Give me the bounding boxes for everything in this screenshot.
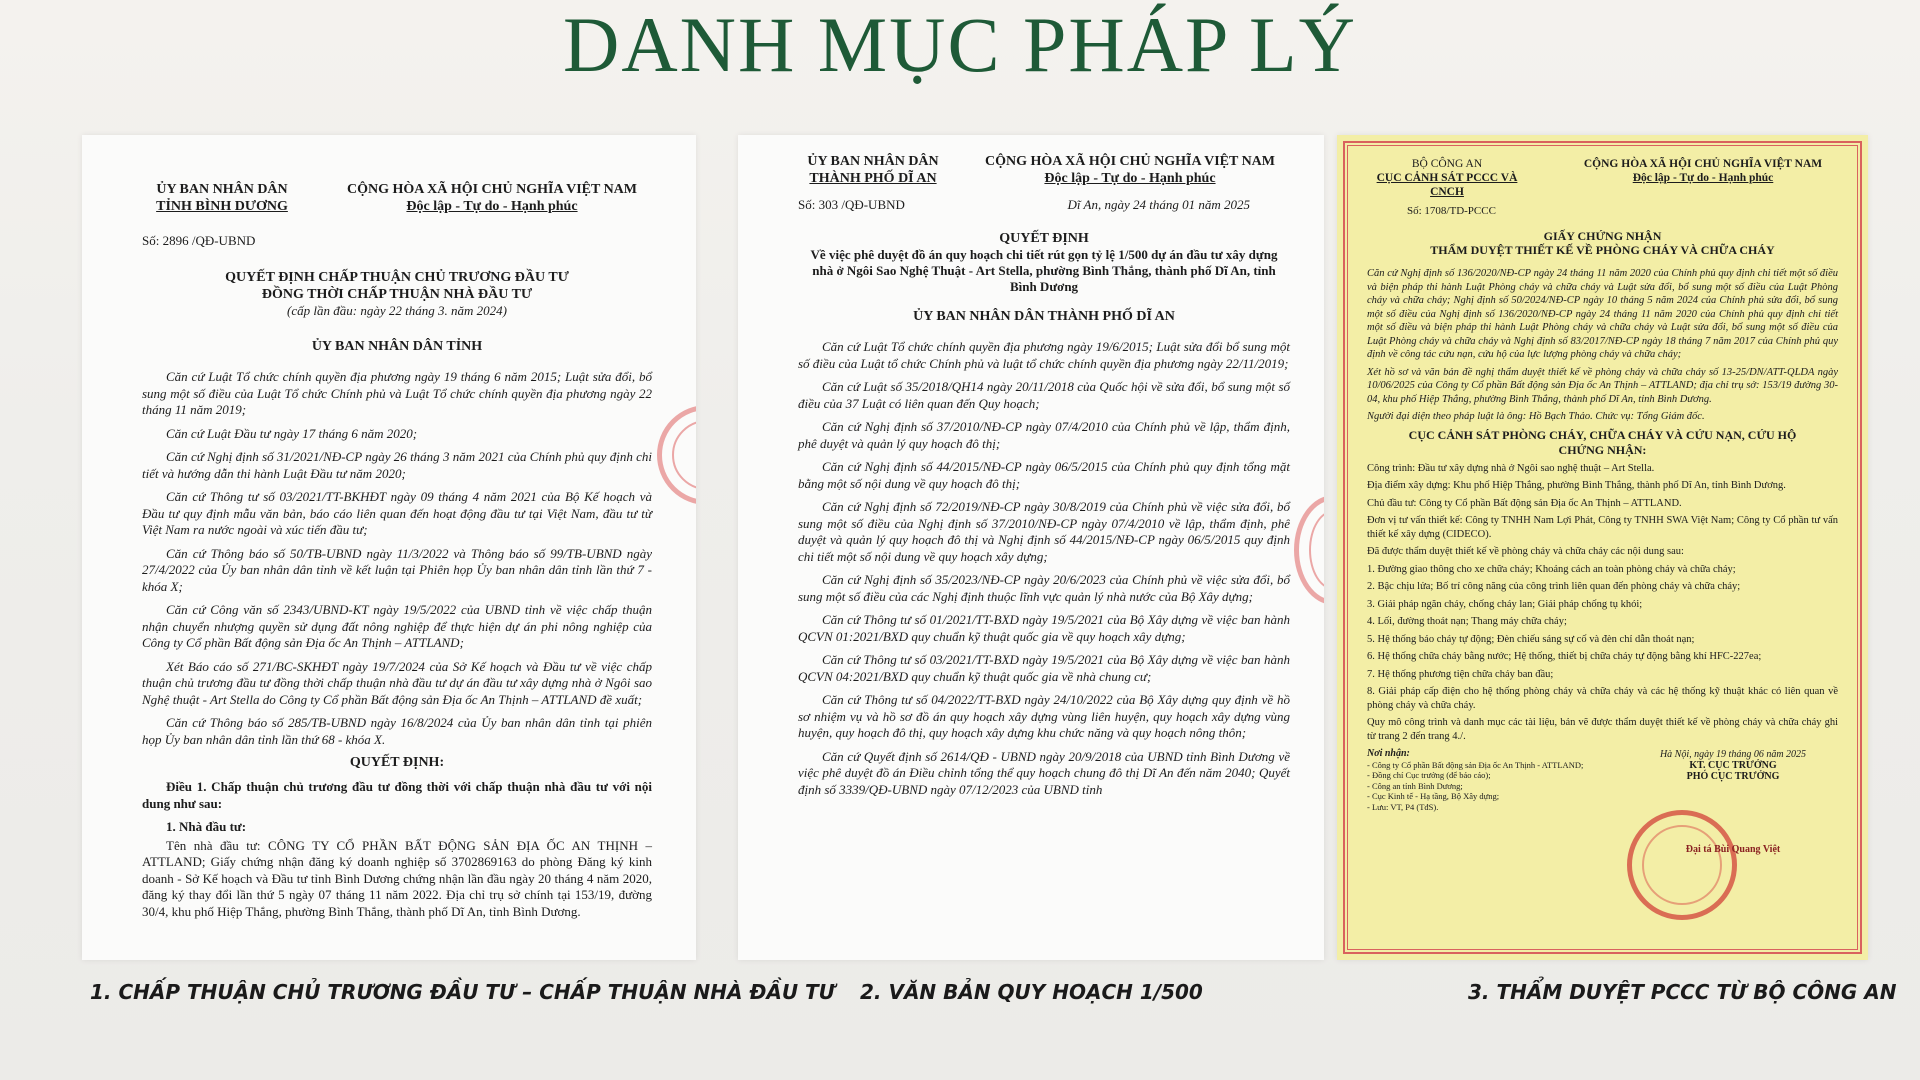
nation-name: CỘNG HÒA XÃ HỘI CHỦ NGHĨA VIỆT NAM	[346, 182, 637, 197]
doc-title: QUYẾT ĐỊNH CHẤP THUẬN CHỦ TRƯƠNG ĐẦU TƯ	[225, 270, 569, 285]
issue-date: (cấp lần đầu: ngày 22 tháng 3. năm 2024)	[287, 303, 507, 318]
legal-basis-paragraph: Căn cứ Luật Tổ chức chính quyền địa phương ngày 19 tháng 6 năm 2015; Luật sửa đổi, bổ sung một số điều của Luật Tổ chức Chính phủ và Luật Tổ chức chính quyền địa phương ngày 22 tháng 11 năm 2019;	[142, 369, 652, 417]
certificate-item: Quy mô công trình và danh mục các tài liệu, bản vẽ được thẩm duyệt thiết kế về phòng cháy và chữa cháy ghi từ trang 2 đến trang 4./.	[1367, 717, 1838, 742]
legal-basis-paragraph: Căn cứ Công văn số 2343/UBND-KT ngày 19/5/2022 của UBND tỉnh về việc chấp thuận nhận chuyển nhượng quyền sử dụng đất nông nghiệp để thực hiện dự án phi nông nghiệp của Công ty Cổ phần Bất động sản Địa ốc An Thịnh – ATTLAND;	[142, 602, 652, 650]
article-1: Điều 1. Chấp thuận chủ trương đầu tư đồng thời với chấp thuận nhà đầu tư với nội dung như sau:	[142, 779, 652, 811]
recipients-title: Nơi nhận:	[1367, 748, 1410, 759]
nation-name: CỘNG HÒA XÃ HỘI CHỦ NGHĨA VIỆT NAM	[984, 154, 1275, 169]
certificate-item: 4. Lối, đường thoát nạn; Thang máy chữa cháy;	[1367, 616, 1567, 627]
doc-title-sub: ĐỒNG THỜI CHẤP THUẬN NHÀ ĐẦU TƯ	[261, 287, 533, 302]
article-1-sub: 1. Nhà đầu tư:	[166, 819, 247, 834]
caption-fire-safety: 3. THẨM DUYỆT PCCC TỪ BỘ CÔNG AN	[1468, 980, 1897, 1004]
doc-number: Số: 1708/TD-PCCC	[1407, 205, 1496, 217]
decide-heading: QUYẾT ĐỊNH:	[349, 755, 445, 770]
document-planning-1-500	[738, 135, 1324, 960]
certificate-item: 5. Hệ thống báo cháy tự động; Đèn chiếu sáng sự cố và đèn chỉ dẫn thoát nạn;	[1367, 633, 1695, 645]
legal-basis-paragraph: Căn cứ Nghị định số 44/2015/NĐ-CP ngày 06/5/2015 của Chính phủ quy định tổng mặt bằng một số nội dung về quy hoạch đô thị;	[798, 459, 1290, 491]
agency-name: ỦY BAN NHÂN DÂN	[156, 182, 288, 197]
agency-name-sub: CỤC CẢNH SÁT PCCC VÀ CNCH	[1376, 172, 1518, 198]
doc-number: Số: 2896 /QĐ-UBND	[142, 233, 256, 248]
certificate-item: Đã được thẩm duyệt thiết kế về phòng cháy và chữa cháy các nội dung sau:	[1367, 546, 1684, 557]
document-fire-safety-certificate	[1337, 135, 1868, 960]
recipient-item: - Đồng chí Cục trưởng (để báo cáo);	[1367, 770, 1491, 780]
recipient-item: - Lưu: VT, P4 (TđS).	[1367, 801, 1439, 812]
certificate-item: 7. Hệ thống phương tiện chữa cháy ban đầu;	[1367, 668, 1554, 680]
agency-name: ỦY BAN NHÂN DÂN	[807, 154, 939, 169]
certificate-item: 3. Giải pháp ngăn cháy, chống cháy lan; Giải pháp chống tụ khói;	[1367, 598, 1643, 610]
document-investment-approval	[82, 135, 696, 960]
sign-title-sub: PHÓ CỤC TRƯỞNG	[1686, 771, 1780, 782]
caption-planning-1-500: 2. VĂN BẢN QUY HOẠCH 1/500	[860, 980, 1203, 1004]
body-header: ỦY BAN NHÂN DÂN THÀNH PHỐ DĨ AN	[913, 309, 1175, 324]
legal-basis-paragraph: Căn cứ Nghị định số 136/2020/NĐ-CP ngày 24 tháng 11 năm 2020 của Chính phủ quy định chi tiết một số điều và biện pháp thi hành Luật Phòng cháy và chữa cháy và Luật sửa đổi, bổ sung một số điều của Luật Phòng cháy và chữa cháy; Nghị định số 50/2024/NĐ-CP ngày 10 tháng 5 năm 2024 của Chính phủ sửa đổi, bổ sung một số điều của Nghị định số 136/2020/NĐ-CP ngày 24 tháng 11 năm 2020 của Chính phủ quy định chi tiết một số điều và biện pháp thi hành Luật Phòng cháy và chữa cháy và Luật sửa đổi, bổ sung một số điều của Luật Phòng cháy và chữa cháy và Nghị định số 83/2017/NĐ-CP ngày 18 tháng 7 năm 2017 của Chính phủ quy định về công tác cứu nạn, cứu hộ của lực lượng phòng cháy và chữa cháy;	[1367, 268, 1838, 360]
legal-basis-paragraph: Xét Báo cáo số 271/BC-SKHĐT ngày 19/7/2024 của Sở Kế hoạch và Đầu tư về việc chấp thuận chủ trương đầu tư đồng thời chấp thuận nhà đầu tư dự án đầu tư xây dựng nhà ở Ngôi sao Nghệ thuật - Art Stella do Công ty Cổ phần Bất động sản Địa ốc An Thịnh – ATTLAND đề xuất;	[142, 658, 652, 707]
doc-date: Dĩ An, ngày 24 tháng 01 năm 2025	[1067, 197, 1250, 212]
body-heading-sub: CHỨNG NHẬN:	[1558, 442, 1647, 457]
certificate-item: Chủ đầu tư: Công ty Cổ phần Bất động sản Địa ốc An Thịnh – ATTLAND.	[1367, 497, 1682, 509]
legal-basis-paragraph: Căn cứ Quyết định số 2614/QĐ - UBND ngày 20/9/2018 của UBND tỉnh Bình Dương về việc phê duyệt đồ án Điều chỉnh tổng thể quy hoạch chung đô thị Dĩ An đến năm 2040; Quyết định số 3339/QĐ-UBND ngày 07/12/2023 của UBND tỉnh	[798, 748, 1290, 797]
certificate-item: 6. Hệ thống chữa cháy bằng nước; Hệ thống, thiết bị chữa cháy tự động bằng khí HFC-227ea;	[1367, 651, 1762, 662]
legal-basis-paragraph: Người đại diện theo pháp luật là ông: Hồ Bạch Thảo. Chức vụ: Tổng Giám đốc.	[1367, 411, 1705, 422]
legal-basis-paragraph: Căn cứ Thông tư số 04/2022/TT-BXD ngày 24/10/2022 của Bộ Xây dựng quy định về hồ sơ nhiệm vụ và hồ sơ đồ án quy hoạch xây dựng vùng liên huyện, quy hoạch xây dựng vùng huyện, quy hoạch đô thị, quy hoạch xây dựng khu chức năng và quy hoạch nông thôn;	[798, 692, 1290, 740]
recipient-item: - Công an tỉnh Bình Dương;	[1367, 780, 1463, 791]
legal-basis-paragraph: Căn cứ Luật số 35/2018/QH14 ngày 20/11/2018 của Quốc hội về sửa đổi, bổ sung một số điều của 37 Luật có liên quan đến Quy hoạch;	[798, 379, 1290, 411]
recipient-item: - Cục Kinh tế - Hạ tầng, Bộ Xây dựng;	[1367, 791, 1500, 801]
legal-basis-paragraph: Căn cứ Luật Đầu tư ngày 17 tháng 6 năm 2020;	[166, 425, 418, 441]
legal-basis-paragraph: Căn cứ Thông báo số 285/TB-UBND ngày 16/8/2024 của Ủy ban nhân dân tỉnh tại phiên họp Ủy ban nhân dân tỉnh lần thứ 68 - khóa X.	[142, 715, 652, 747]
body-header: ỦY BAN NHÂN DÂN TỈNH	[311, 339, 483, 354]
recipient-item: - Công ty Cổ phần Bất động sản Địa ốc An Thịnh - ATTLAND;	[1367, 759, 1584, 770]
body-heading: CỤC CẢNH SÁT PHÒNG CHÁY, CHỮA CHÁY VÀ CỨU NẠN, CỨU HỘ	[1408, 427, 1797, 442]
legal-basis-paragraph: Xét hồ sơ và văn bản đề nghị thẩm duyệt thiết kế về phòng cháy và chữa cháy số 13-25/DN/ATT-QLDA ngày 10/06/2025 của Công ty Cổ phần Bất động sản Địa ốc An Thịnh – ATTLAND; địa chỉ trụ sở: 153/19 đường 30-04, khu phố Hiệp Thắng, phường Bình Thắng, thành phố Dĩ An, tỉnh Bình Dương.	[1367, 366, 1838, 405]
legal-basis-paragraph: Căn cứ Thông tư số 03/2021/TT-BXD ngày 19/5/2021 của Bộ Xây dựng về việc ban hành QCVN 04:2021/BXD quy chuẩn kỹ thuật quốc gia về nhà chung cư;	[798, 652, 1290, 684]
doc-title: QUYẾT ĐỊNH	[999, 231, 1089, 246]
legal-basis-paragraph: Căn cứ Nghị định số 37/2010/NĐ-CP ngày 07/4/2010 của Chính phủ về lập, thẩm định, phê duyệt và quản lý quy hoạch đô thị;	[798, 419, 1290, 451]
sign-title: KT. CỤC TRƯỞNG	[1689, 760, 1777, 771]
certificate-item: Đơn vị tư vấn thiết kế: Công ty TNHH Nam Lợi Phát, Công ty TNHH SWA Việt Nam; Công ty Cổ phần tư vấn thiết kế xây dựng (CIDECO).	[1367, 515, 1838, 540]
page-title: DANH MỤC PHÁP LÝ	[562, 1, 1358, 88]
legal-basis-paragraph: Căn cứ Thông báo số 50/TB-UBND ngày 11/3/2022 và Thông báo số 99/TB-UBND ngày 27/4/2022 của Ủy ban nhân dân tỉnh về kết luận tại Phiên họp Ủy ban nhân dân tỉnh lần thứ 7 - khóa X;	[142, 545, 652, 594]
certificate-item: 2. Bậc chịu lửa; Bố trí công năng của công trình liên quan đến phòng cháy và chữa cháy;	[1367, 581, 1741, 592]
agency-name-sub: TỈNH BÌNH DƯƠNG	[156, 199, 288, 214]
legal-basis-paragraph: Căn cứ Nghị định số 31/2021/NĐ-CP ngày 26 tháng 3 năm 2021 của Chính phủ quy định chi tiết và hướng dẫn thi hành Luật Đầu tư năm 2020;	[142, 449, 652, 481]
doc-number: Số: 303 /QĐ-UBND	[798, 197, 905, 212]
legal-basis-paragraph: Căn cứ Thông tư số 01/2021/TT-BXD ngày 19/5/2021 của Bộ Xây dựng về việc ban hành QCVN 01:2021/BXD quy chuẩn kỹ thuật quốc gia về quy hoạch xây dựng;	[798, 612, 1290, 644]
doc-title-sub: THẨM DUYỆT THIẾT KẾ VỀ PHÒNG CHÁY VÀ CHỮA CHÁY	[1430, 243, 1775, 257]
legal-basis-paragraph: Căn cứ Luật Tổ chức chính quyền địa phương ngày 19/6/2015; Luật sửa đổi bổ sung một số điều của Luật tổ chức Chính phủ và luật tổ chức chính quyền địa phương ngày 22/11/2019;	[798, 339, 1290, 371]
caption-investment-approval: 1. CHẤP THUẬN CHỦ TRƯƠNG ĐẦU TƯ – CHẤP THUẬN NHÀ ĐẦU TƯ	[90, 980, 835, 1004]
motto: Độc lập - Tự do - Hạnh phúc	[1632, 172, 1774, 184]
certificate-item: Địa điểm xây dựng: Khu phố Hiệp Thắng, phường Bình Thắng, thành phố Dĩ An, tỉnh Bình Dương.	[1367, 480, 1786, 491]
nation-name: CỘNG HÒA XÃ HỘI CHỦ NGHĨA VIỆT NAM	[1583, 158, 1823, 170]
legal-basis-paragraph: Căn cứ Nghị định số 72/2019/NĐ-CP ngày 30/8/2019 của Chính phủ về việc sửa đổi, bổ sung một số điều của Nghị định số 37/2010/NĐ-CP ngày 07/4/2010 về lập, thẩm định, phê duyệt và quản lý quy hoạch đô thị và Nghị định số 44/2015/NĐ-CP ngày 06/5/2015 quy định chi tiết một số nội dung về quy hoạch xây dựng;	[798, 499, 1290, 564]
sign-date: Hà Nội, ngày 19 tháng 06 năm 2025	[1659, 749, 1807, 760]
legal-basis-paragraph: Căn cứ Thông tư số 03/2021/TT-BKHĐT ngày 09 tháng 4 năm 2021 của Bộ Kế hoạch và Đầu tư quy định mẫu văn bản, báo cáo liên quan đến hoạt động đầu tư tại Việt Nam, đầu tư từ Việt Nam ra nước ngoài và xúc tiến đầu tư;	[142, 489, 652, 537]
doc-subject: Về việc phê duyệt đồ án quy hoạch chi tiết rút gọn tỷ lệ 1/500 dự án đầu tư xây dựng nhà ở Ngôi Sao Nghệ Thuật - Art Stella, phường Bình Thắng, thành phố Dĩ An, tỉnh Bình Dương	[810, 247, 1278, 294]
doc-title: GIẤY CHỨNG NHẬN	[1543, 229, 1662, 243]
agency-name: BỘ CÔNG AN	[1411, 158, 1483, 170]
motto: Độc lập - Tự do - Hạnh phúc	[1044, 171, 1216, 186]
motto: Độc lập - Tự do - Hạnh phúc	[406, 199, 578, 214]
certificate-item: 8. Giải pháp cấp điện cho hệ thống phòng cháy và chữa cháy và các hệ thống kỹ thuật khác có liên quan về phòng cháy và chữa cháy.	[1367, 686, 1838, 711]
certificate-item: 1. Đường giao thông cho xe chữa cháy; Khoảng cách an toàn phòng cháy và chữa cháy;	[1367, 563, 1736, 575]
agency-name-sub: THÀNH PHỐ DĨ AN	[809, 171, 937, 186]
legal-basis-paragraph: Căn cứ Nghị định số 35/2023/NĐ-CP ngày 20/6/2023 của Chính phủ về việc sửa đổi, bổ sung một số điều của các Nghị định thuộc lĩnh vực quản lý nhà nước của Bộ Xây dựng;	[798, 572, 1290, 604]
signer-name: Đại tá Bùi Quang Việt	[1685, 844, 1781, 855]
investor-info: Tên nhà đầu tư: CÔNG TY CỔ PHẦN BẤT ĐỘNG SẢN ĐỊA ỐC AN THỊNH – ATTLAND; Giấy chứng nhận đăng ký doanh nghiệp số 3702869163 do phòng Đăng ký kinh doanh - Sở Kế hoạch và Đầu tư tỉnh Bình Dương chứng nhận lần đầu ngày 20 tháng 4 năm 2020, đăng ký thay đổi lần thứ 5 ngày 07 tháng 11 năm 2022. Địa chỉ trụ sở chính tại 153/19, đường 30/4, khu phố Hiệp Thắng, phường Bình Thắng, thành phố Dĩ An, tỉnh Bình Dương.	[142, 837, 652, 919]
certificate-item: Công trình: Đầu tư xây dựng nhà ở Ngôi sao nghệ thuật – Art Stella.	[1367, 462, 1655, 474]
